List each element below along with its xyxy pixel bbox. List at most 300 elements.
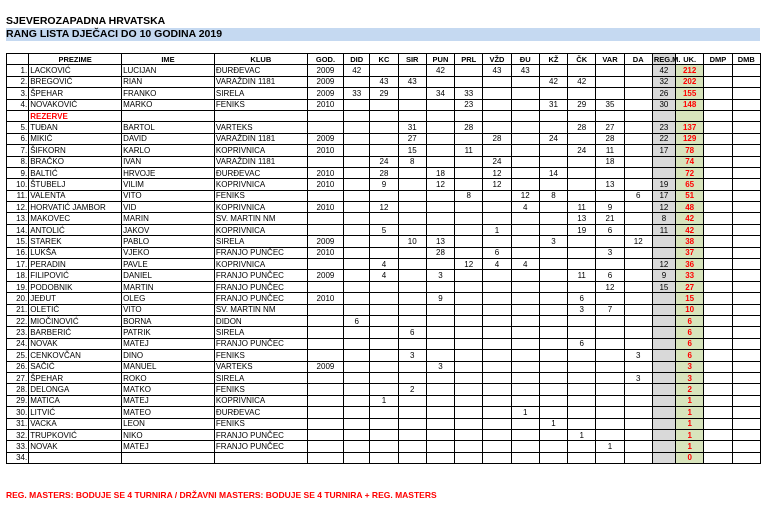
table-cell	[370, 429, 398, 440]
region-title: SJEVEROZAPADNA HRVATSKA	[6, 15, 166, 27]
table-cell	[214, 452, 307, 463]
table-cell	[483, 190, 511, 201]
table-cell	[596, 418, 624, 429]
table-cell	[624, 293, 652, 304]
table-cell: 12	[652, 202, 675, 213]
table-cell	[455, 372, 483, 383]
table-cell	[344, 190, 370, 201]
table-cell: ŠIFKORN	[29, 145, 122, 156]
table-cell	[307, 441, 343, 452]
table-cell: 27	[596, 122, 624, 133]
table-cell	[483, 236, 511, 247]
table-cell: 2009	[307, 88, 343, 99]
table-cell	[624, 452, 652, 463]
table-cell	[370, 281, 398, 292]
table-cell	[652, 441, 675, 452]
table-cell	[398, 407, 426, 418]
table-cell: 129	[676, 133, 704, 144]
table-cell	[596, 190, 624, 201]
table-cell: CENKOVČAN	[29, 350, 122, 361]
table-cell: 0	[676, 452, 704, 463]
table-cell	[455, 361, 483, 372]
table-cell	[307, 350, 343, 361]
table-cell	[732, 236, 760, 247]
table-cell: BORNA	[122, 315, 215, 326]
table-cell: VITO	[122, 304, 215, 315]
table-cell: 16.	[7, 247, 29, 258]
table-cell	[483, 372, 511, 383]
table-cell: 36	[676, 259, 704, 270]
table-cell	[483, 384, 511, 395]
table-cell: 2010	[307, 179, 343, 190]
table-cell: 28	[370, 167, 398, 178]
table-cell: 2	[398, 384, 426, 395]
column-header: ĐU	[511, 54, 539, 65]
table-cell	[398, 190, 426, 201]
table-cell	[455, 110, 483, 121]
table-cell	[568, 315, 596, 326]
table-cell: 202	[676, 76, 704, 87]
table-cell	[344, 327, 370, 338]
table-cell	[426, 429, 454, 440]
table-cell: 8	[398, 156, 426, 167]
table-cell	[539, 213, 567, 224]
table-cell	[624, 88, 652, 99]
table-cell	[568, 281, 596, 292]
table-cell: 137	[676, 122, 704, 133]
table-cell	[511, 304, 539, 315]
table-cell: 2009	[307, 65, 343, 76]
table-cell: 6	[483, 247, 511, 258]
table-cell	[455, 202, 483, 213]
table-cell: 33	[344, 88, 370, 99]
table-cell: 28	[596, 133, 624, 144]
table-cell	[596, 65, 624, 76]
table-cell	[455, 293, 483, 304]
table-cell: 19	[568, 224, 596, 235]
table-cell	[455, 418, 483, 429]
table-cell: 2010	[307, 293, 343, 304]
table-cell: NIKO	[122, 429, 215, 440]
table-cell: 12	[483, 179, 511, 190]
table-cell	[398, 429, 426, 440]
table-cell: 2009	[307, 270, 343, 281]
table-cell	[511, 213, 539, 224]
table-cell: 11	[568, 270, 596, 281]
table-cell: 34	[426, 88, 454, 99]
table-cell: 2010	[307, 145, 343, 156]
table-cell	[398, 259, 426, 270]
table-cell	[483, 88, 511, 99]
table-cell	[370, 315, 398, 326]
table-row	[7, 259, 761, 270]
table-cell: 3	[426, 270, 454, 281]
table-cell	[652, 418, 675, 429]
table-cell	[483, 293, 511, 304]
table-cell	[483, 441, 511, 452]
table-cell: 6	[596, 270, 624, 281]
table-cell	[624, 441, 652, 452]
table-cell: 7	[596, 304, 624, 315]
table-cell: 9	[596, 202, 624, 213]
table-cell: LITVIĆ	[29, 407, 122, 418]
table-cell: 31	[539, 99, 567, 110]
table-cell: 42	[568, 76, 596, 87]
table-row	[7, 179, 761, 190]
table-cell	[398, 372, 426, 383]
column-header: DID	[344, 54, 370, 65]
reserve-row	[7, 110, 761, 121]
table-cell	[483, 327, 511, 338]
table-cell: 1	[370, 395, 398, 406]
table-cell	[344, 384, 370, 395]
table-cell: ŠTUBELJ	[29, 179, 122, 190]
table-cell: DELONGA	[29, 384, 122, 395]
table-cell	[455, 224, 483, 235]
table-cell: 24	[539, 133, 567, 144]
table-cell	[398, 452, 426, 463]
table-cell	[568, 395, 596, 406]
table-row	[7, 65, 761, 76]
table-cell	[344, 429, 370, 440]
table-cell	[483, 304, 511, 315]
table-cell: ROKO	[122, 372, 215, 383]
table-cell: 6.	[7, 133, 29, 144]
table-cell: FRANJO PUNČEC	[214, 293, 307, 304]
table-cell	[539, 384, 567, 395]
table-cell: VALENTA	[29, 190, 122, 201]
table-cell	[539, 338, 567, 349]
table-cell	[539, 407, 567, 418]
table-cell	[307, 281, 343, 292]
table-cell: 17	[652, 145, 675, 156]
table-cell	[455, 179, 483, 190]
table-row	[7, 270, 761, 281]
table-cell	[370, 213, 398, 224]
table-cell: 27	[398, 133, 426, 144]
table-cell: 10	[398, 236, 426, 247]
table-cell	[455, 133, 483, 144]
table-cell	[732, 167, 760, 178]
table-cell: 5	[370, 224, 398, 235]
table-cell	[624, 247, 652, 258]
table-cell	[704, 270, 732, 281]
table-cell	[539, 110, 567, 121]
table-cell	[596, 327, 624, 338]
table-cell: 21	[596, 213, 624, 224]
table-row	[7, 395, 761, 406]
table-cell: MATEJ	[122, 395, 215, 406]
table-cell: 10.	[7, 179, 29, 190]
table-cell: FRANJO PUNČEC	[214, 281, 307, 292]
table-cell: 42	[676, 213, 704, 224]
table-cell	[732, 133, 760, 144]
table-cell: FENIKS	[214, 418, 307, 429]
table-cell	[539, 315, 567, 326]
table-cell	[732, 407, 760, 418]
table-cell	[704, 350, 732, 361]
column-header: KLUB	[214, 54, 307, 65]
table-cell	[568, 372, 596, 383]
table-cell: 3	[596, 247, 624, 258]
table-cell	[624, 338, 652, 349]
table-cell: 29	[568, 99, 596, 110]
table-cell	[344, 145, 370, 156]
table-cell	[398, 270, 426, 281]
table-cell	[568, 350, 596, 361]
table-cell: 30.	[7, 407, 29, 418]
table-cell	[596, 110, 624, 121]
table-cell	[344, 202, 370, 213]
table-cell: KARLO	[122, 145, 215, 156]
table-cell	[624, 133, 652, 144]
table-cell: 12	[511, 190, 539, 201]
table-cell	[511, 270, 539, 281]
table-cell: 6	[624, 190, 652, 201]
table-cell	[539, 350, 567, 361]
table-cell: SV. MARTIN NM	[214, 213, 307, 224]
table-cell: 24.	[7, 338, 29, 349]
table-cell: 6	[596, 224, 624, 235]
table-cell: 43	[370, 76, 398, 87]
table-cell: 30	[652, 99, 675, 110]
column-header: DMP	[704, 54, 732, 65]
table-row	[7, 122, 761, 133]
table-cell: JAKOV	[122, 224, 215, 235]
table-cell	[370, 441, 398, 452]
table-row	[7, 213, 761, 224]
table-cell: SAČIĆ	[29, 361, 122, 372]
table-cell: 12	[652, 259, 675, 270]
table-cell: 3	[676, 372, 704, 383]
table-cell: ĐURĐEVAC	[214, 167, 307, 178]
table-cell: 12	[596, 281, 624, 292]
table-cell	[426, 259, 454, 270]
table-cell	[483, 122, 511, 133]
table-cell	[652, 350, 675, 361]
column-header: KC	[370, 54, 398, 65]
table-cell: MIKIĆ	[29, 133, 122, 144]
table-cell	[539, 327, 567, 338]
table-cell: 11	[596, 145, 624, 156]
table-cell	[307, 156, 343, 167]
table-cell: 24	[370, 156, 398, 167]
table-header	[7, 54, 761, 65]
table-cell	[511, 167, 539, 178]
table-cell: 13.	[7, 213, 29, 224]
table-cell: 23	[455, 99, 483, 110]
table-cell: 9	[652, 270, 675, 281]
table-cell	[511, 327, 539, 338]
table-cell	[398, 179, 426, 190]
table-cell: BRAČKO	[29, 156, 122, 167]
table-cell	[732, 281, 760, 292]
table-cell	[483, 270, 511, 281]
table-cell	[676, 110, 704, 121]
table-cell	[455, 281, 483, 292]
table-cell	[426, 395, 454, 406]
table-cell	[370, 65, 398, 76]
column-header: PRL	[455, 54, 483, 65]
table-cell: FENIKS	[214, 190, 307, 201]
table-cell: LUCIJAN	[122, 65, 215, 76]
table-cell	[652, 315, 675, 326]
table-cell: 22	[652, 133, 675, 144]
table-cell	[704, 76, 732, 87]
column-header: PUN	[426, 54, 454, 65]
table-cell: 212	[676, 65, 704, 76]
table-cell: 14.	[7, 224, 29, 235]
table-cell	[596, 361, 624, 372]
table-cell: 11	[652, 224, 675, 235]
table-cell	[704, 293, 732, 304]
table-cell	[539, 224, 567, 235]
table-cell	[344, 122, 370, 133]
table-cell	[704, 441, 732, 452]
table-cell	[483, 110, 511, 121]
table-cell	[511, 99, 539, 110]
table-cell: 17.	[7, 259, 29, 270]
table-cell: KOPRIVNICA	[214, 395, 307, 406]
table-cell	[704, 384, 732, 395]
table-cell	[426, 145, 454, 156]
table-cell	[426, 384, 454, 395]
table-cell	[455, 327, 483, 338]
table-cell	[624, 327, 652, 338]
table-cell	[344, 304, 370, 315]
table-cell: DAVID	[122, 133, 215, 144]
table-cell: 23.	[7, 327, 29, 338]
table-cell: 42	[344, 65, 370, 76]
table-cell	[624, 76, 652, 87]
table-cell	[511, 441, 539, 452]
table-cell: 28	[426, 247, 454, 258]
table-cell	[596, 293, 624, 304]
column-header: PREZIME	[29, 54, 122, 65]
table-cell	[732, 213, 760, 224]
table-cell	[511, 179, 539, 190]
table-cell: 42	[652, 65, 675, 76]
table-cell	[568, 452, 596, 463]
table-cell: SIRELA	[214, 372, 307, 383]
table-cell: 1	[539, 418, 567, 429]
table-cell	[455, 270, 483, 281]
table-cell	[624, 418, 652, 429]
table-cell: 12	[624, 236, 652, 247]
table-cell	[307, 259, 343, 270]
table-cell	[704, 213, 732, 224]
column-header: REG.M.	[653, 54, 681, 64]
table-cell: BARBERIĆ	[29, 327, 122, 338]
table-cell: 3	[426, 361, 454, 372]
table-cell: KOPRIVNICA	[214, 259, 307, 270]
table-cell: 6	[398, 327, 426, 338]
table-cell	[370, 122, 398, 133]
table-row	[7, 327, 761, 338]
table-cell	[704, 315, 732, 326]
table-cell: PODOBNIK	[29, 281, 122, 292]
table-cell: 4.	[7, 99, 29, 110]
table-cell	[398, 293, 426, 304]
table-cell	[732, 293, 760, 304]
table-cell	[539, 270, 567, 281]
column-header: VŽD	[483, 54, 511, 65]
table-cell	[344, 99, 370, 110]
table-cell	[732, 304, 760, 315]
table-cell: VILIM	[122, 179, 215, 190]
table-cell	[624, 156, 652, 167]
table-cell: 31	[398, 122, 426, 133]
table-cell: 28	[455, 122, 483, 133]
table-cell	[426, 190, 454, 201]
table-cell	[370, 361, 398, 372]
table-cell: 1	[568, 429, 596, 440]
table-cell	[624, 259, 652, 270]
title-block	[6, 15, 760, 41]
table-cell	[426, 441, 454, 452]
table-cell	[455, 315, 483, 326]
table-cell	[704, 407, 732, 418]
table-cell: 19	[652, 179, 675, 190]
table-cell	[344, 395, 370, 406]
table-cell	[539, 372, 567, 383]
table-cell	[483, 99, 511, 110]
table-cell: BARTOL	[122, 122, 215, 133]
table-cell	[398, 338, 426, 349]
table-cell	[568, 167, 596, 178]
table-cell	[596, 88, 624, 99]
table-cell	[732, 429, 760, 440]
table-cell	[732, 247, 760, 258]
table-cell: 15	[652, 281, 675, 292]
table-cell	[455, 167, 483, 178]
table-cell	[370, 418, 398, 429]
table-cell	[307, 190, 343, 201]
table-cell: 6	[676, 327, 704, 338]
table-cell	[344, 213, 370, 224]
table-cell	[214, 110, 307, 121]
table-cell	[426, 110, 454, 121]
table-cell	[426, 122, 454, 133]
table-cell	[568, 407, 596, 418]
table-cell: FRANJO PUNČEC	[214, 441, 307, 452]
table-cell	[370, 372, 398, 383]
table-cell	[704, 179, 732, 190]
table-row	[7, 156, 761, 167]
table-cell	[370, 350, 398, 361]
table-cell	[732, 122, 760, 133]
table-row	[7, 88, 761, 99]
table-cell	[483, 76, 511, 87]
table-cell	[483, 281, 511, 292]
table-cell: DINO	[122, 350, 215, 361]
table-row	[7, 338, 761, 349]
table-cell	[344, 418, 370, 429]
table-cell: 3.	[7, 88, 29, 99]
column-header: VAR	[596, 54, 624, 65]
table-cell	[511, 133, 539, 144]
table-cell	[483, 418, 511, 429]
table-cell: 27.	[7, 372, 29, 383]
table-cell	[398, 110, 426, 121]
table-cell	[704, 247, 732, 258]
table-cell	[596, 76, 624, 87]
table-cell: FRANJO PUNČEC	[214, 247, 307, 258]
table-cell	[704, 99, 732, 110]
table-cell	[344, 350, 370, 361]
table-cell: 48	[676, 202, 704, 213]
table-row	[7, 293, 761, 304]
